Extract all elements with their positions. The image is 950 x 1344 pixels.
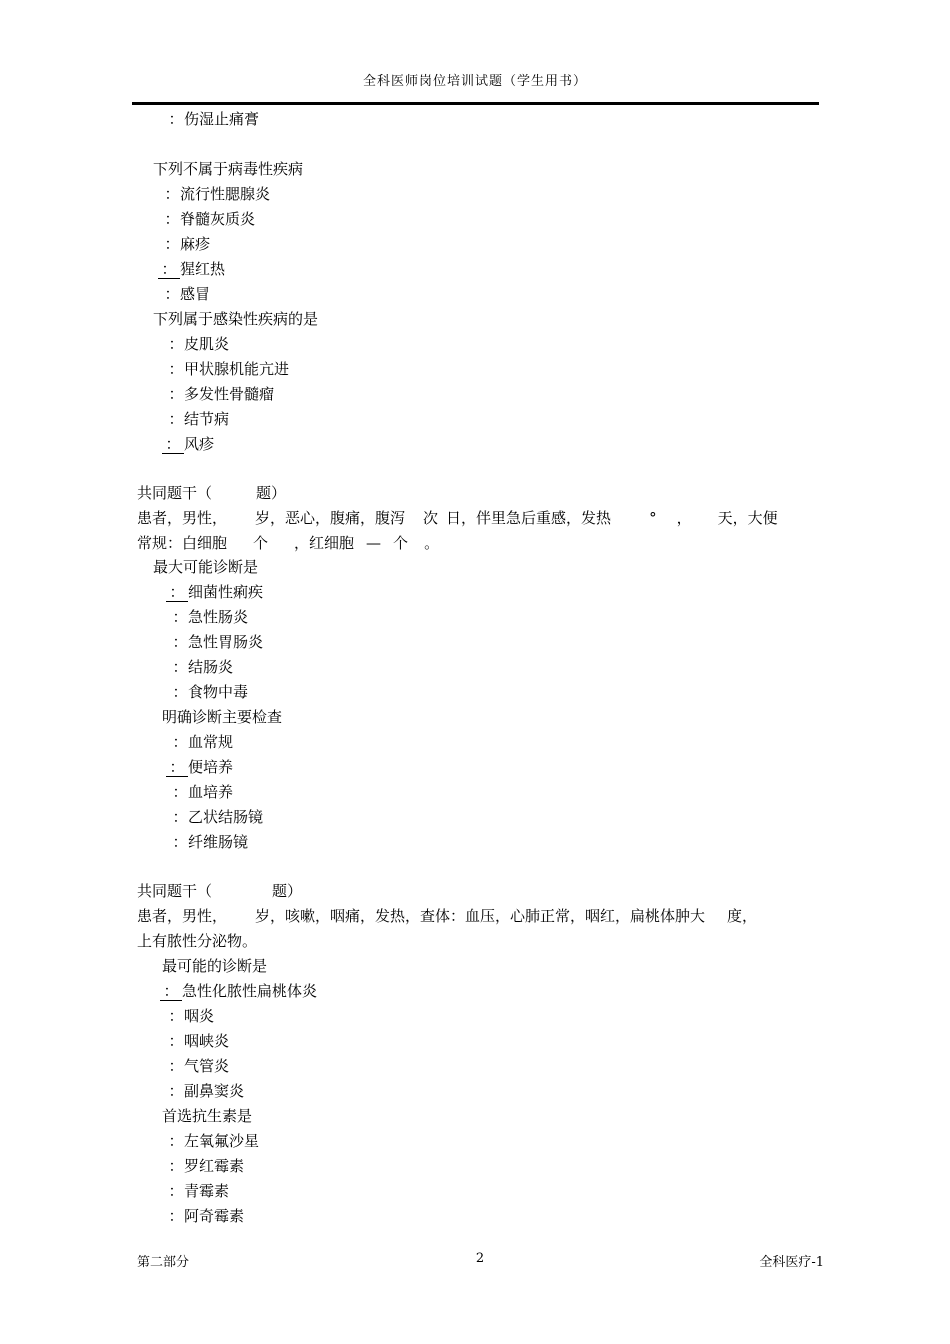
option-line <box>168 1057 229 1075</box>
option-marker: ： <box>168 1007 184 1025</box>
option-text: 乙状结肠镜 <box>188 808 264 826</box>
option-text: 细菌性痢疾 <box>188 583 264 601</box>
option-line <box>168 1132 259 1150</box>
answer-option-line <box>162 435 214 454</box>
case-description-line: 患者，男性， 岁，恶心，腹痛，腹泻 次 日，伴里急后重感，发热 ° ， 天，大便 <box>137 509 778 527</box>
option-text: 急性胃肠炎 <box>188 633 264 651</box>
option-marker: ： <box>164 235 180 253</box>
option-text: 阿奇霉素 <box>184 1207 245 1225</box>
option-line <box>168 385 274 403</box>
option-text: 急性化脓性扁桃体炎 <box>182 982 318 1000</box>
option-line <box>172 633 263 651</box>
group-title: 共同题干（ 题） <box>137 484 287 502</box>
option-text: 感冒 <box>180 285 211 303</box>
option-text: 结肠炎 <box>188 658 234 676</box>
option-marker: ： <box>172 733 188 751</box>
option-marker: ： <box>168 1057 184 1075</box>
option-line <box>164 285 210 303</box>
question-stem: 明确诊断主要检查 <box>162 708 283 726</box>
option-marker: ： <box>172 783 188 801</box>
option-line <box>168 1082 244 1100</box>
option-marker: ： <box>168 1082 184 1100</box>
option-line <box>164 185 270 203</box>
answer-marker: ： <box>166 758 188 777</box>
group-title: 共同题干（ 题） <box>137 882 303 900</box>
option-text: 风疹 <box>184 435 215 453</box>
option-marker: ： <box>168 360 184 378</box>
option-text: 甲状腺机能亢进 <box>184 360 290 378</box>
option-text: 脊髓灰质炎 <box>180 210 256 228</box>
option-marker: ： <box>168 385 184 403</box>
answer-marker: ： <box>166 583 188 602</box>
option-marker: ： <box>168 110 184 128</box>
answer-marker: ： <box>162 435 184 454</box>
answer-option-line <box>160 982 317 1001</box>
option-text: 罗红霉素 <box>184 1157 245 1175</box>
case-description-line: 患者，男性， 岁，咳嗽，咽痛，发热，查体：血压，心肺正常，咽红，扁桃体肿大 度， <box>137 907 758 925</box>
option-text: 多发性骨髓瘤 <box>184 385 275 403</box>
option-line <box>172 833 248 851</box>
option-line <box>172 808 263 826</box>
option-line <box>172 658 233 676</box>
option-line <box>172 608 248 626</box>
option-line <box>168 335 229 353</box>
option-marker: ： <box>172 658 188 676</box>
page-header-title: 全科医师岗位培训试题（学生用书） <box>362 74 587 89</box>
answer-option-line <box>158 260 225 279</box>
option-line <box>164 235 210 253</box>
option-line <box>164 210 255 228</box>
case-description-line: 常规：白细胞 个 ，红细胞 — 个 。 <box>137 534 440 552</box>
footer-section-label: 第二部分 <box>137 1255 190 1270</box>
option-marker: ： <box>168 1182 184 1200</box>
option-line <box>168 1207 244 1225</box>
option-marker: ： <box>168 335 184 353</box>
option-line <box>168 410 229 428</box>
option-marker: ： <box>168 410 184 428</box>
option-text: 咽炎 <box>184 1007 215 1025</box>
option-text: 血培养 <box>188 783 234 801</box>
footer-course-label: 全科医疗-1 <box>759 1255 824 1270</box>
question-stem: 最大可能诊断是 <box>153 558 259 576</box>
option-marker: ： <box>172 633 188 651</box>
header-rule <box>132 102 819 105</box>
option-line <box>168 1157 244 1175</box>
option-line <box>172 733 233 751</box>
option-marker: ： <box>172 608 188 626</box>
answer-option-line <box>166 758 233 777</box>
option-marker: ： <box>164 285 180 303</box>
option-marker: ： <box>168 1207 184 1225</box>
option-text: 便培养 <box>188 758 234 776</box>
option-marker: ： <box>172 683 188 701</box>
option-marker: ： <box>164 210 180 228</box>
question-stem: 首选抗生素是 <box>162 1107 253 1125</box>
option-text: 伤湿止痛膏 <box>184 110 260 128</box>
option-text: 皮肌炎 <box>184 335 230 353</box>
option-marker: ： <box>172 808 188 826</box>
option-line <box>168 110 259 128</box>
option-marker: ： <box>168 1157 184 1175</box>
option-line <box>168 360 289 378</box>
option-text: 猩红热 <box>180 260 226 278</box>
option-line <box>168 1007 214 1025</box>
footer-page-number: 2 <box>475 1251 485 1266</box>
option-line <box>168 1032 229 1050</box>
option-marker: ： <box>164 185 180 203</box>
option-line <box>172 683 248 701</box>
option-text: 纤维肠镜 <box>188 833 249 851</box>
option-line <box>168 1182 229 1200</box>
answer-option-line <box>166 583 263 602</box>
option-marker: ： <box>168 1032 184 1050</box>
option-line <box>172 783 233 801</box>
option-text: 食物中毒 <box>188 683 249 701</box>
option-marker: ： <box>168 1132 184 1150</box>
answer-marker: ： <box>160 982 182 1001</box>
question-stem: 下列属于感染性疾病的是 <box>153 310 319 328</box>
option-text: 结节病 <box>184 410 230 428</box>
case-description-line: 上有脓性分泌物。 <box>137 932 258 950</box>
option-text: 麻疹 <box>180 235 211 253</box>
option-text: 咽峡炎 <box>184 1032 230 1050</box>
option-text: 副鼻窦炎 <box>184 1082 245 1100</box>
option-text: 青霉素 <box>184 1182 230 1200</box>
option-marker: ： <box>172 833 188 851</box>
option-text: 急性肠炎 <box>188 608 249 626</box>
answer-marker: ： <box>158 260 180 279</box>
option-text: 血常规 <box>188 733 234 751</box>
option-text: 气管炎 <box>184 1057 230 1075</box>
question-stem: 下列不属于病毒性疾病 <box>153 160 304 178</box>
question-stem: 最可能的诊断是 <box>162 957 268 975</box>
option-text: 流行性腮腺炎 <box>180 185 271 203</box>
option-text: 左氧氟沙星 <box>184 1132 260 1150</box>
